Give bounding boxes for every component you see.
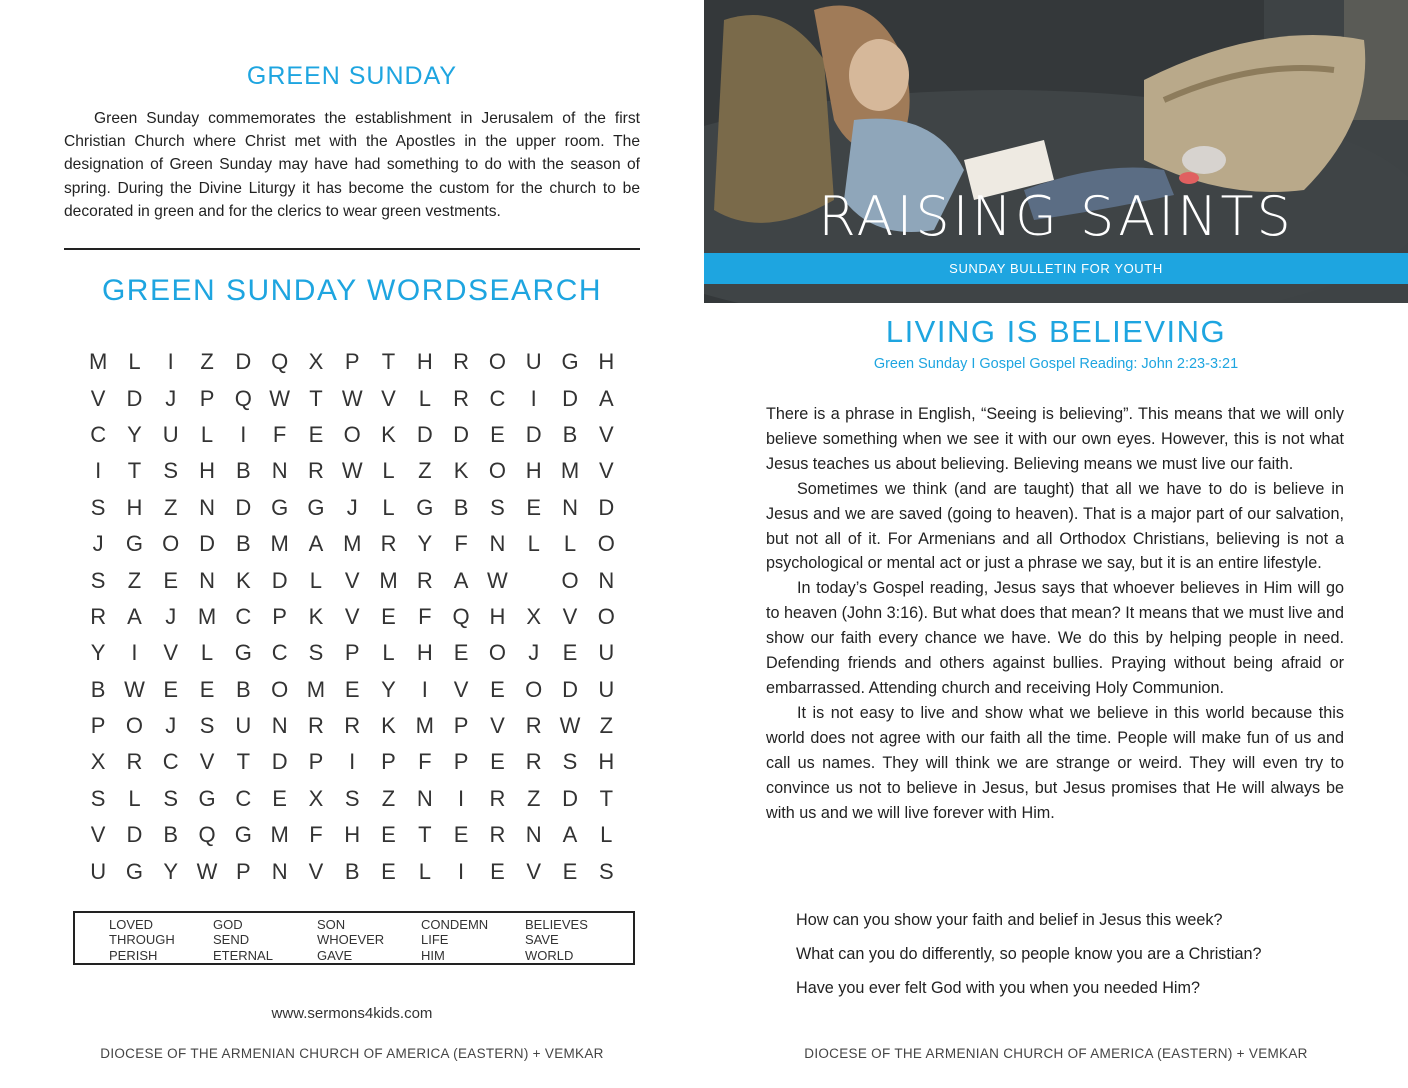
- word-list-column: [109, 917, 175, 963]
- paragraph: In today’s Gospel reading, Jesus says that whoever believes in Him will go to heaven (John 3:16). But what does that mean? It means that we must live and show our faith every chance we have. We do this by helping people in need. Defending friends and others against bullies. Praying without being afraid or embarrassed. Attending church and receiving Holy Communion.: [766, 579, 1344, 697]
- grid-letter: V: [453, 676, 469, 702]
- grid-letter: A: [127, 603, 142, 629]
- grid-letter: D: [235, 349, 252, 375]
- grid-letter: S: [90, 494, 106, 520]
- grid-letter: W: [341, 458, 363, 484]
- grid-letter: U: [235, 713, 252, 739]
- grid-letter: W: [269, 385, 291, 411]
- grid-letter: P: [453, 713, 469, 739]
- grid-letter: Q: [271, 349, 289, 375]
- grid-letter: S: [199, 713, 215, 739]
- grid-letter: W: [124, 676, 145, 702]
- grid-letter: S: [90, 785, 106, 811]
- grid-letter: F: [418, 603, 432, 629]
- grid-letter: D: [126, 385, 143, 411]
- grid-letter: D: [271, 749, 288, 775]
- grid-letter: R: [90, 603, 107, 629]
- grid-letter: S: [344, 785, 360, 811]
- grid-letter: L: [382, 494, 395, 520]
- word-list-item: SON: [317, 917, 346, 932]
- green-sunday-title: GREEN SUNDAY: [246, 62, 458, 90]
- grid-letter: E: [272, 785, 287, 811]
- grid-letter: E: [562, 640, 578, 666]
- grid-letter: W: [196, 858, 218, 884]
- grid-letter: B: [453, 494, 469, 520]
- grid-letter: R: [416, 567, 433, 593]
- grid-letter: H: [525, 458, 542, 484]
- grid-letter: R: [126, 749, 143, 775]
- grid-letter: M: [379, 567, 398, 593]
- grid-letter: I: [458, 858, 465, 884]
- grid-letter: R: [525, 749, 542, 775]
- word-list-item: SEND: [213, 932, 250, 948]
- grid-letter: Q: [198, 822, 216, 848]
- word-list-item: GAVE: [317, 947, 353, 963]
- word-list-box: [73, 911, 635, 965]
- grid-letter: L: [128, 349, 141, 375]
- grid-letter: G: [125, 531, 143, 557]
- grid-letter: D: [525, 421, 542, 447]
- grid-letter: F: [272, 421, 287, 447]
- grid-letter: I: [95, 458, 102, 484]
- grid-letter: T: [418, 822, 432, 848]
- grid-letter: D: [271, 567, 288, 593]
- grid-letter: N: [271, 858, 288, 884]
- grid-letter: H: [598, 749, 615, 775]
- word-list-item: HIM: [421, 947, 445, 963]
- grid-letter: M: [270, 822, 289, 848]
- grid-letter: X: [526, 603, 542, 629]
- grid-letter: D: [126, 822, 143, 848]
- paragraph: Sometimes we think (and are taught) that all we have to do is believe in Jesus and we are saved (going to heaven). That is a major part of our salvation, but not all of it. For Armenians and all Orthodox Christians, believing is not a psychological or mental act or just a phrase we say, but it is an entire lifestyle.: [766, 479, 1344, 573]
- grid-letter: K: [235, 567, 251, 593]
- grid-letter: D: [199, 531, 215, 557]
- grid-letter: I: [421, 676, 428, 702]
- grid-letter: O: [162, 531, 180, 557]
- grid-letter: A: [562, 822, 578, 848]
- grid-letter: B: [90, 676, 106, 702]
- grid-letter: L: [382, 458, 395, 484]
- grid-letter: E: [163, 676, 179, 702]
- grid-letter: S: [490, 494, 505, 520]
- word-list-column: [421, 917, 488, 963]
- grid-letter: Z: [127, 567, 142, 593]
- hero-subtitle: SUNDAY BULLETIN FOR YOUTH: [949, 261, 1163, 276]
- grid-letter: V: [381, 385, 396, 411]
- grid-letter: I: [458, 785, 465, 811]
- word-list-item: ETERNAL: [213, 947, 273, 963]
- grid-letter: N: [562, 494, 578, 520]
- grid-letter: M: [560, 458, 580, 484]
- grid-letter: H: [598, 349, 615, 375]
- grid-letter: I: [530, 385, 537, 411]
- grid-letter: E: [490, 421, 505, 447]
- grid-letter: X: [308, 785, 324, 811]
- hero-title: RAISING SAINTS: [818, 185, 1294, 248]
- grid-letter: U: [90, 858, 107, 884]
- hero-photo: [704, 0, 1408, 303]
- grid-letter: Y: [381, 676, 396, 702]
- grid-letter: S: [598, 858, 614, 884]
- grid-letter: N: [416, 785, 433, 811]
- grid-letter: S: [562, 749, 578, 775]
- grid-letter: E: [490, 858, 505, 884]
- hero-subtitle-band: [704, 253, 1408, 284]
- section-divider: [64, 248, 640, 250]
- grid-letter: R: [453, 349, 470, 375]
- grid-letter: O: [343, 421, 361, 447]
- grid-letter: M: [270, 531, 289, 557]
- grid-letter: T: [236, 749, 251, 775]
- grid-letter: X: [308, 349, 324, 375]
- grid-letter: L: [200, 640, 214, 666]
- grid-letter: X: [90, 749, 106, 775]
- grid-letter: Z: [418, 458, 432, 484]
- grid-letter: Y: [127, 421, 142, 447]
- grid-letter: I: [131, 640, 138, 666]
- word-list-column: [317, 917, 384, 963]
- wordsearch-grid: [80, 344, 624, 890]
- word-list-item: SAVE: [525, 932, 559, 948]
- grid-letter: R: [344, 713, 361, 739]
- grid-letter: N: [598, 567, 615, 593]
- grid-letter: R: [380, 531, 397, 557]
- grid-letter: E: [453, 822, 469, 848]
- grid-letter: C: [162, 749, 179, 775]
- grid-letter: E: [308, 421, 324, 447]
- reflection-questions: [796, 908, 1262, 1010]
- grid-letter: V: [490, 713, 505, 739]
- word-list-item: BELIEVES: [525, 917, 588, 932]
- grid-letter: E: [562, 858, 578, 884]
- grid-letter: P: [90, 713, 106, 739]
- grid-letter: L: [309, 567, 323, 593]
- grid-letter: N: [489, 531, 506, 557]
- grid-letter: W: [559, 713, 581, 739]
- grid-letter: D: [453, 421, 470, 447]
- grid-letter: K: [308, 603, 324, 629]
- grid-letter: V: [598, 458, 614, 484]
- grid-letter: E: [490, 749, 505, 775]
- grid-letter: M: [306, 676, 326, 702]
- grid-letter: I: [240, 421, 247, 447]
- grid-letter: M: [88, 349, 108, 375]
- grid-letter: S: [163, 785, 179, 811]
- grid-letter: O: [597, 531, 615, 557]
- grid-letter: N: [199, 567, 215, 593]
- grid-letter: B: [235, 458, 251, 484]
- grid-letter: U: [162, 421, 179, 447]
- grid-letter: A: [308, 531, 324, 557]
- grid-letter: G: [198, 785, 216, 811]
- grid-letter: Q: [452, 603, 470, 629]
- grid-letter: C: [235, 603, 252, 629]
- grid-letter: V: [90, 822, 106, 848]
- article-subtitle: Green Sunday I Gospel Gospel Reading: John 2:23-3:21: [873, 356, 1239, 372]
- grid-letter: H: [344, 822, 361, 848]
- grid-letter: F: [454, 531, 468, 557]
- grid-letter: R: [525, 713, 542, 739]
- grid-letter: Q: [234, 385, 252, 411]
- grid-letter: J: [346, 494, 358, 520]
- grid-letter: O: [488, 458, 506, 484]
- question: How can you show your faith and belief in Jesus this week?: [796, 911, 1223, 929]
- word-list-column: [213, 917, 273, 963]
- grid-letter: B: [235, 676, 251, 702]
- grid-letter: Z: [381, 785, 396, 811]
- grid-letter: S: [163, 458, 179, 484]
- grid-letter: E: [490, 676, 505, 702]
- grid-letter: J: [528, 640, 540, 666]
- grid-letter: G: [125, 858, 143, 884]
- grid-letter: Y: [417, 531, 433, 557]
- grid-letter: L: [128, 785, 141, 811]
- grid-letter: Z: [164, 494, 178, 520]
- word-list-item: PERISH: [109, 947, 158, 963]
- grid-letter: [516, 562, 552, 598]
- grid-letter: G: [271, 494, 289, 520]
- paragraph: It is not easy to live and show what we believe in this world because this world does not agree with our faith all the time. People will make fun of us and call us names. They will think we are strange or weird. They will even try to convince us not to believe in Jesus, but Jesus promises that He will always be with us and we will live forever with Him.: [766, 703, 1344, 822]
- grid-letter: Y: [163, 858, 179, 884]
- grid-letter: D: [562, 676, 578, 702]
- grid-letter: A: [598, 385, 614, 411]
- grid-letter: E: [381, 603, 396, 629]
- grid-letter: U: [525, 349, 542, 375]
- grid-letter: O: [488, 349, 506, 375]
- grid-letter: O: [525, 676, 543, 702]
- grid-letter: T: [381, 349, 396, 375]
- grid-letter: O: [271, 676, 289, 702]
- grid-letter: H: [416, 349, 433, 375]
- grid-letter: L: [382, 640, 395, 666]
- word-list-item: LIFE: [421, 932, 449, 948]
- grid-letter: K: [381, 421, 396, 447]
- grid-letter: S: [90, 567, 106, 593]
- grid-letter: L: [563, 531, 577, 557]
- green-sunday-body: Green Sunday commemorates the establishment in Jerusalem of the first Christian Church where Christ met with the Apostles in the upper room. The designation of Green Sunday may have had something to do with the season of spring. During the Divine Liturgy it has become the custom for the church to be decorated in green and for the clerics to wear green vestments.: [64, 110, 640, 220]
- grid-letter: C: [90, 421, 107, 447]
- grid-letter: V: [598, 421, 614, 447]
- grid-letter: R: [489, 785, 506, 811]
- grid-letter: C: [235, 785, 252, 811]
- grid-letter: H: [126, 494, 143, 520]
- grid-letter: B: [562, 421, 578, 447]
- right-page: [704, 0, 1408, 1088]
- grid-letter: R: [489, 822, 506, 848]
- grid-letter: G: [234, 822, 252, 848]
- grid-letter: R: [307, 713, 324, 739]
- footer-left: DIOCESE OF THE ARMENIAN CHURCH OF AMERICA (EASTERN) + VEMKAR: [100, 1046, 604, 1061]
- grid-letter: E: [199, 676, 215, 702]
- grid-letter: L: [418, 385, 431, 411]
- word-list-column: [525, 917, 588, 963]
- grid-letter: J: [92, 531, 104, 557]
- grid-letter: A: [453, 567, 469, 593]
- word-list-item: WHOEVER: [317, 932, 385, 948]
- grid-letter: O: [597, 603, 615, 629]
- article-body: [766, 402, 1344, 825]
- word-list-item: THROUGH: [109, 932, 175, 948]
- grid-letter: E: [344, 676, 360, 702]
- grid-letter: J: [165, 385, 177, 411]
- grid-letter: Z: [526, 785, 541, 811]
- grid-letter: V: [308, 858, 324, 884]
- grid-letter: M: [415, 713, 434, 739]
- grid-letter: D: [562, 785, 578, 811]
- word-list-item: WORLD: [525, 947, 574, 963]
- grid-letter: J: [165, 603, 177, 629]
- grid-letter: U: [598, 640, 615, 666]
- grid-letter: V: [344, 567, 360, 593]
- grid-letter: F: [418, 749, 432, 775]
- grid-letter: D: [562, 385, 578, 411]
- grid-letter: O: [125, 713, 143, 739]
- grid-letter: L: [600, 822, 613, 848]
- grid-letter: D: [598, 494, 615, 520]
- grid-letter: S: [308, 640, 324, 666]
- grid-letter: T: [599, 785, 614, 811]
- word-list-item: GOD: [213, 917, 243, 932]
- grid-letter: V: [90, 385, 106, 411]
- grid-letter: P: [199, 385, 215, 411]
- grid-letter: T: [309, 385, 323, 411]
- grid-letter: N: [199, 494, 215, 520]
- grid-letter: T: [127, 458, 142, 484]
- grid-letter: H: [416, 640, 433, 666]
- grid-letter: C: [489, 385, 506, 411]
- grid-letter: V: [163, 640, 179, 666]
- grid-letter: B: [235, 531, 251, 557]
- grid-letter: Z: [200, 349, 214, 375]
- grid-letter: R: [307, 458, 324, 484]
- word-list-item: CONDEMN: [421, 917, 489, 932]
- grid-letter: L: [527, 531, 540, 557]
- grid-letter: E: [381, 858, 396, 884]
- grid-letter: O: [561, 567, 579, 593]
- grid-letter: O: [488, 640, 506, 666]
- grid-letter: E: [526, 494, 542, 520]
- grid-letter: K: [453, 458, 469, 484]
- grid-letter: Z: [599, 713, 614, 739]
- grid-letter: I: [167, 349, 174, 375]
- paragraph: There is a phrase in English, “Seeing is believing”. This means that we will only believe something when we see it with our own eyes. However, this is not what Jesus teaches us about believing. Believing means we must live our faith.: [766, 405, 1344, 473]
- grid-letter: B: [344, 858, 360, 884]
- grid-letter: K: [381, 713, 396, 739]
- grid-letter: C: [271, 640, 288, 666]
- grid-letter: D: [416, 421, 433, 447]
- grid-letter: H: [489, 603, 506, 629]
- grid-letter: P: [453, 749, 469, 775]
- grid-letter: N: [271, 713, 288, 739]
- wordsearch-title: GREEN SUNDAY WORDSEARCH: [101, 274, 603, 307]
- article-title: LIVING IS BELIEVING: [885, 314, 1227, 349]
- grid-letter: P: [344, 640, 360, 666]
- grid-letter: V: [344, 603, 360, 629]
- grid-letter: W: [341, 385, 363, 411]
- grid-letter: G: [416, 494, 434, 520]
- question: What can you do differently, so people know you are a Christian?: [796, 945, 1262, 963]
- grid-letter: Y: [90, 640, 106, 666]
- grid-letter: N: [271, 458, 288, 484]
- grid-letter: M: [197, 603, 217, 629]
- footer-right: DIOCESE OF THE ARMENIAN CHURCH OF AMERICA (EASTERN) + VEMKAR: [804, 1046, 1308, 1061]
- grid-letter: N: [525, 822, 542, 848]
- word-list-item: LOVED: [109, 917, 154, 932]
- grid-letter: L: [418, 858, 431, 884]
- question: Have you ever felt God with you when you needed Him?: [796, 979, 1201, 997]
- grid-letter: R: [453, 385, 470, 411]
- grid-letter: U: [598, 676, 615, 702]
- grid-letter: H: [199, 458, 215, 484]
- grid-letter: W: [487, 567, 508, 593]
- grid-letter: E: [163, 567, 179, 593]
- grid-letter: P: [381, 749, 396, 775]
- grid-letter: P: [235, 858, 251, 884]
- grid-letter: D: [235, 494, 252, 520]
- grid-letter: L: [200, 421, 214, 447]
- grid-letter: P: [344, 349, 360, 375]
- grid-letter: V: [562, 603, 578, 629]
- grid-letter: G: [307, 494, 325, 520]
- grid-letter: G: [234, 640, 252, 666]
- grid-letter: B: [163, 822, 179, 848]
- grid-letter: P: [308, 749, 324, 775]
- grid-letter: E: [453, 640, 469, 666]
- grid-letter: M: [343, 531, 362, 557]
- grid-letter: G: [561, 349, 579, 375]
- grid-letter: I: [349, 749, 356, 775]
- grid-letter: F: [309, 822, 323, 848]
- grid-letter: J: [165, 713, 177, 739]
- website-credit: www.sermons4kids.com: [271, 1005, 433, 1022]
- grid-letter: V: [199, 749, 215, 775]
- grid-letter: E: [381, 822, 396, 848]
- grid-letter: V: [526, 858, 542, 884]
- grid-letter: P: [272, 603, 287, 629]
